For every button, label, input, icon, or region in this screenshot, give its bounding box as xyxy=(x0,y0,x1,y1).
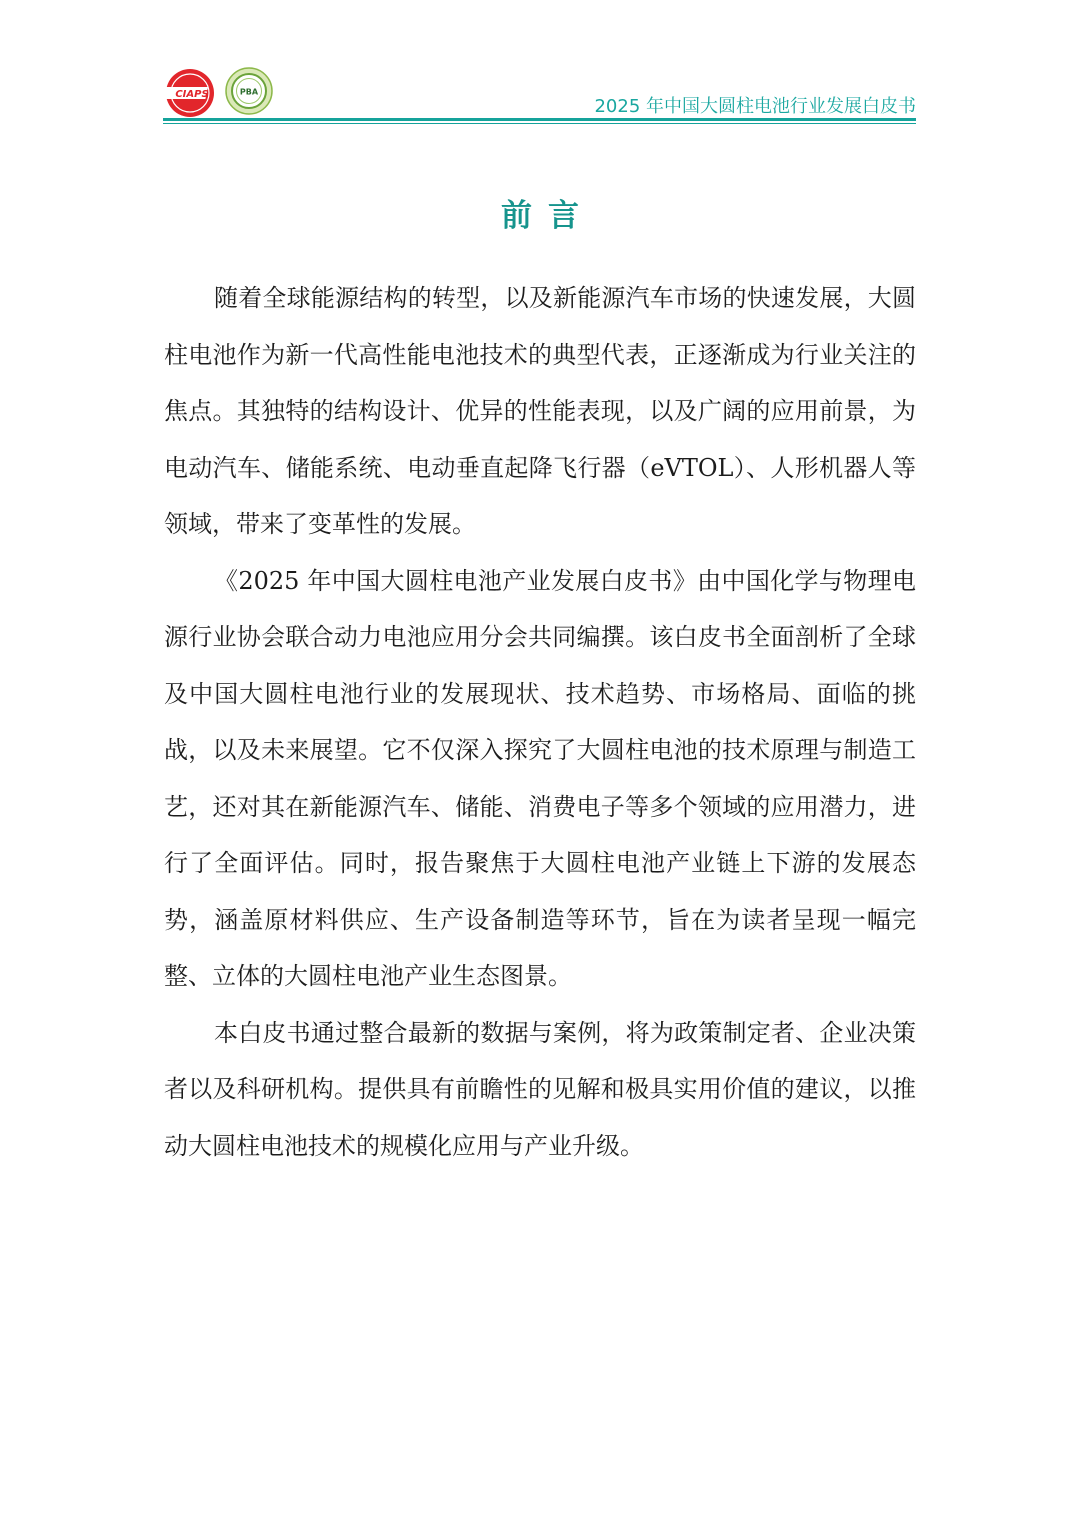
page-header xyxy=(163,62,916,124)
preface-body xyxy=(164,270,916,1174)
svg-text:CIAPS: CIAPS xyxy=(175,89,209,100)
ciaps-logo xyxy=(165,68,215,118)
header-rule-thick xyxy=(163,118,916,121)
page-title: 前言 xyxy=(501,198,595,234)
svg-text:PBA: PBA xyxy=(239,87,259,97)
paragraph-1: 随着全球能源结构的转型，以及新能源汽车市场的快速发展，大圆柱电池作为新一代高性能电池技术的典型代表，正逐渐成为行业关注的焦点。其独特的结构设计、优异的性能表现，以及广阔的应用前景，为电动汽车、储能系统、电动垂直起降飞行器（eVTOL）、人形机器人等领域，带来了变革性的发展。 xyxy=(164,284,916,538)
header-rule-thin xyxy=(163,123,916,124)
paragraph-2: 《2025 年中国大圆柱电池产业发展白皮书》由中国化学与物理电源行业协会联合动力电池应用分会共同编撰。该白皮书全面剖析了全球及中国大圆柱电池行业的发展现状、技术趋势、市场格局、面临的挑战，以及未来展望。它不仅深入探究了大圆柱电池的技术原理与制造工艺，还对其在新能源汽车、储能、消费电子等多个领域的应用潜力，进行了全面评估。同时，报告聚焦于大圆柱电池产业链上下游的发展态势，涵盖原材料供应、生产设备制造等环节，旨在为读者呈现一幅完整、立体的大圆柱电池产业生态图景。 xyxy=(164,566,916,990)
pba-logo xyxy=(225,67,273,115)
header-title: 2025 年中国大圆柱电池行业发展白皮书 xyxy=(594,96,916,117)
paragraph-3: 本白皮书通过整合最新的数据与案例，将为政策制定者、企业决策者以及科研机构。提供具有前瞻性的见解和极具实用价值的建议，以推动大圆柱电池技术的规模化应用与产业升级。 xyxy=(164,1018,916,1160)
